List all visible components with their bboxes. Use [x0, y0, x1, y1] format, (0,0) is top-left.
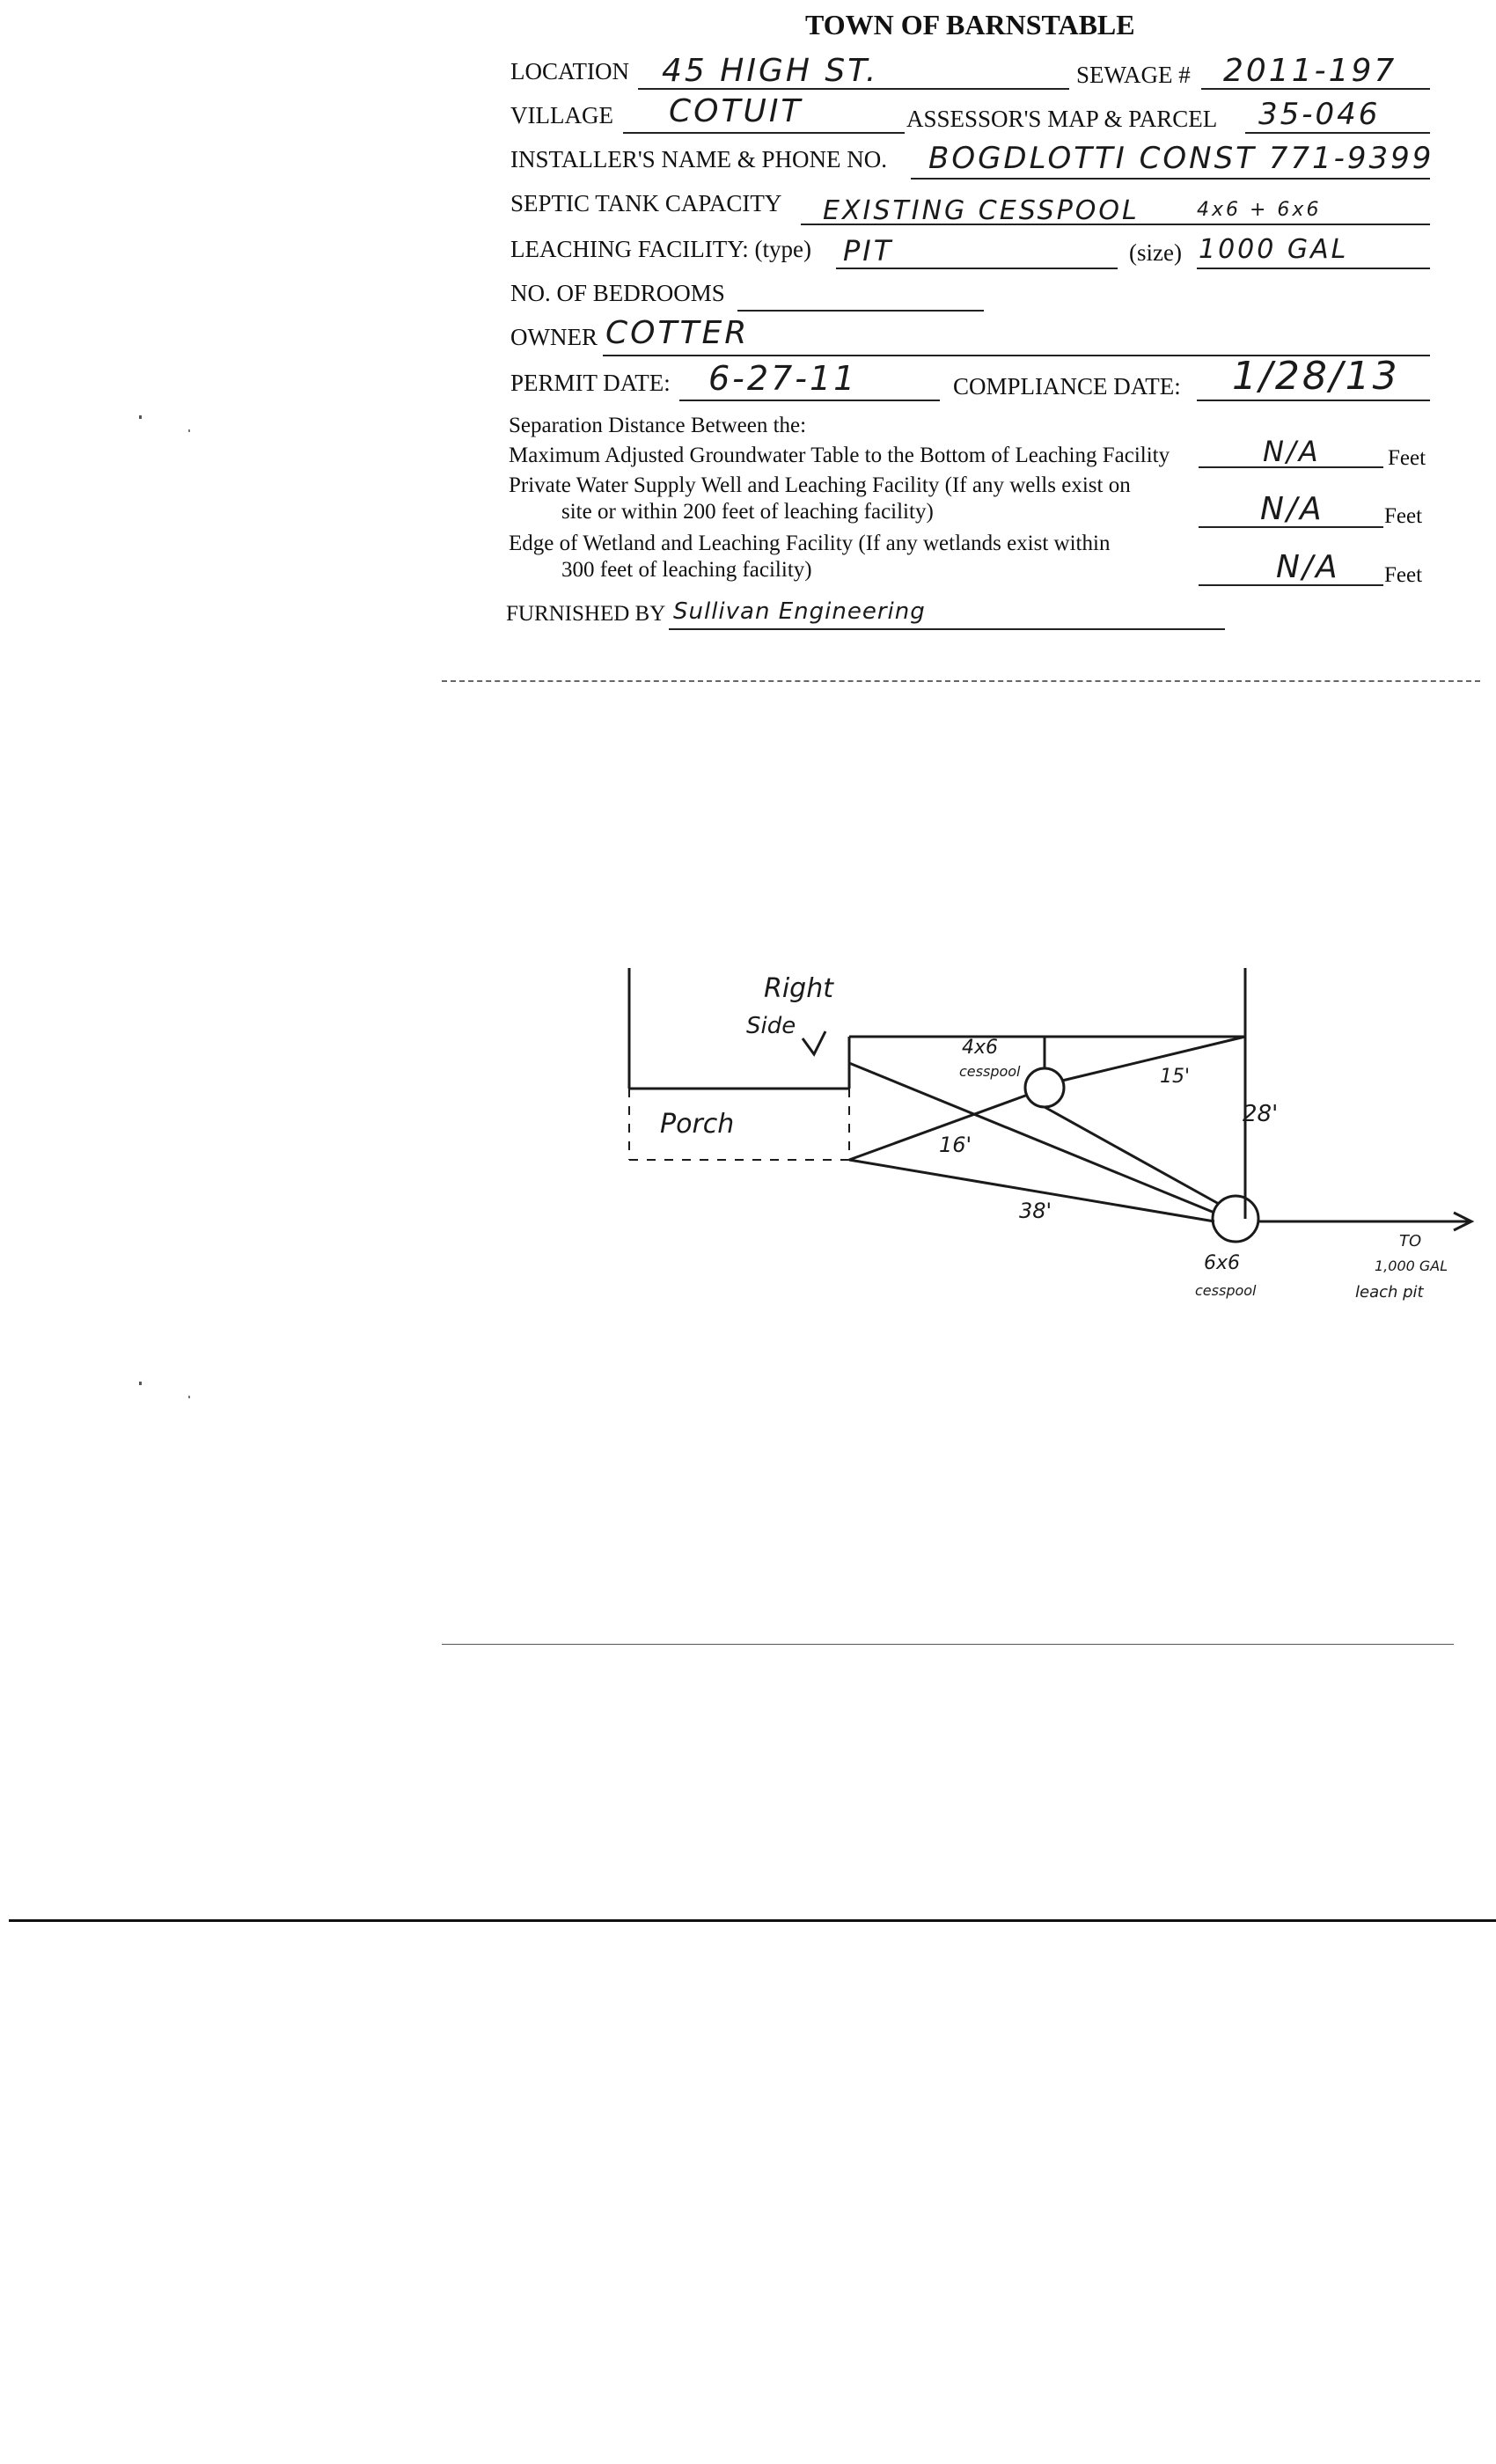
sep2-unit: Feet	[1384, 504, 1423, 528]
right-side-label-2: Side	[746, 1013, 796, 1039]
right-side-label-1: Right	[764, 973, 833, 1004]
dist-28: 28'	[1243, 1101, 1279, 1127]
leaching-type-value: PIT	[843, 234, 894, 268]
installer-value: BOGDLOTTI CONST 771-9399	[928, 141, 1434, 176]
septic-value: EXISTING CESSPOOL	[823, 195, 1140, 226]
location-value: 45 HIGH ST.	[662, 53, 879, 89]
septic-value-small: 4x6 + 6x6	[1197, 199, 1322, 221]
sep1-unit: Feet	[1388, 446, 1426, 470]
map-parcel-label: ASSESSOR'S MAP & PARCEL	[906, 106, 1218, 132]
sep3-unit: Feet	[1384, 563, 1423, 587]
right-side-arrow	[803, 1031, 825, 1054]
dist-38: 38'	[1019, 1199, 1052, 1223]
sewage-label: SEWAGE #	[1076, 62, 1191, 88]
tie-line-diag-2	[1045, 1107, 1219, 1204]
location-label: LOCATION	[510, 58, 629, 84]
form-title: TOWN OF BARNSTABLE	[805, 9, 1135, 40]
sketch-bottom-divider	[442, 1644, 1454, 1645]
owner-label: OWNER	[510, 324, 598, 350]
size-label: (size)	[1129, 239, 1182, 266]
furnished-value: Sullivan Engineering	[673, 598, 926, 625]
cesspool-small-label-1: 4x6	[962, 1037, 999, 1059]
tie-line-15	[1062, 1037, 1245, 1081]
page-bottom-rule	[9, 1919, 1496, 1922]
compliance-value: 1/28/13	[1232, 354, 1400, 399]
sep1-label: Maximum Adjusted Groundwater Table to the Bottom of Leaching Facility	[509, 444, 1170, 467]
scan-speck	[188, 429, 190, 432]
furnished-label: FURNISHED BY	[506, 602, 666, 626]
sewage-value: 2011-197	[1223, 53, 1397, 89]
size-value: 1000 GAL	[1199, 234, 1349, 265]
to-label-1: TO	[1399, 1232, 1422, 1250]
sep3-value: N/A	[1276, 549, 1340, 585]
map-parcel-value: 35-046	[1258, 97, 1381, 132]
installer-label: INSTALLER'S NAME & PHONE NO.	[510, 146, 887, 172]
sep2-label-line1: Private Water Supply Well and Leaching Facility (If any wells exist on	[509, 473, 1131, 497]
scan-speck	[188, 1396, 190, 1398]
sep1-value: N/A	[1263, 435, 1321, 468]
leaching-type-label: LEACHING FACILITY: (type)	[510, 236, 811, 262]
cesspool-large-label-2: cesspool	[1195, 1282, 1257, 1299]
cesspool-4x6	[1025, 1068, 1064, 1107]
to-label-2: 1,000 GAL	[1375, 1258, 1448, 1274]
to-label-3: leach pit	[1355, 1283, 1424, 1302]
cesspool-6x6	[1213, 1196, 1258, 1242]
sep2-value: N/A	[1260, 491, 1324, 527]
sep3-label-line1: Edge of Wetland and Leaching Facility (If any wetlands exist within	[509, 532, 1111, 555]
village-value: COTUIT	[669, 93, 803, 129]
dist-16: 16'	[939, 1133, 972, 1157]
village-label: VILLAGE	[510, 102, 613, 128]
cesspool-small-label-2: cesspool	[959, 1063, 1021, 1080]
owner-value: COTTER	[605, 315, 750, 351]
permit-date-value: 6-27-11	[708, 359, 858, 398]
cesspool-large-label-1: 6x6	[1204, 1252, 1241, 1274]
sep3-label-line2: 300 feet of leaching facility)	[561, 558, 812, 582]
dist-15: 15'	[1160, 1066, 1191, 1088]
scan-speck	[139, 415, 142, 419]
scan-speck	[139, 1382, 142, 1385]
porch-label: Porch	[660, 1109, 735, 1140]
bedrooms-label: NO. OF BEDROOMS	[510, 280, 725, 306]
septic-label: SEPTIC TANK CAPACITY	[510, 190, 782, 216]
sep2-label-line2: site or within 200 feet of leaching facility)	[561, 500, 934, 524]
compliance-label: COMPLIANCE DATE:	[953, 373, 1181, 400]
permit-date-label: PERMIT DATE:	[510, 370, 671, 396]
separation-heading: Separation Distance Between the:	[509, 414, 807, 437]
